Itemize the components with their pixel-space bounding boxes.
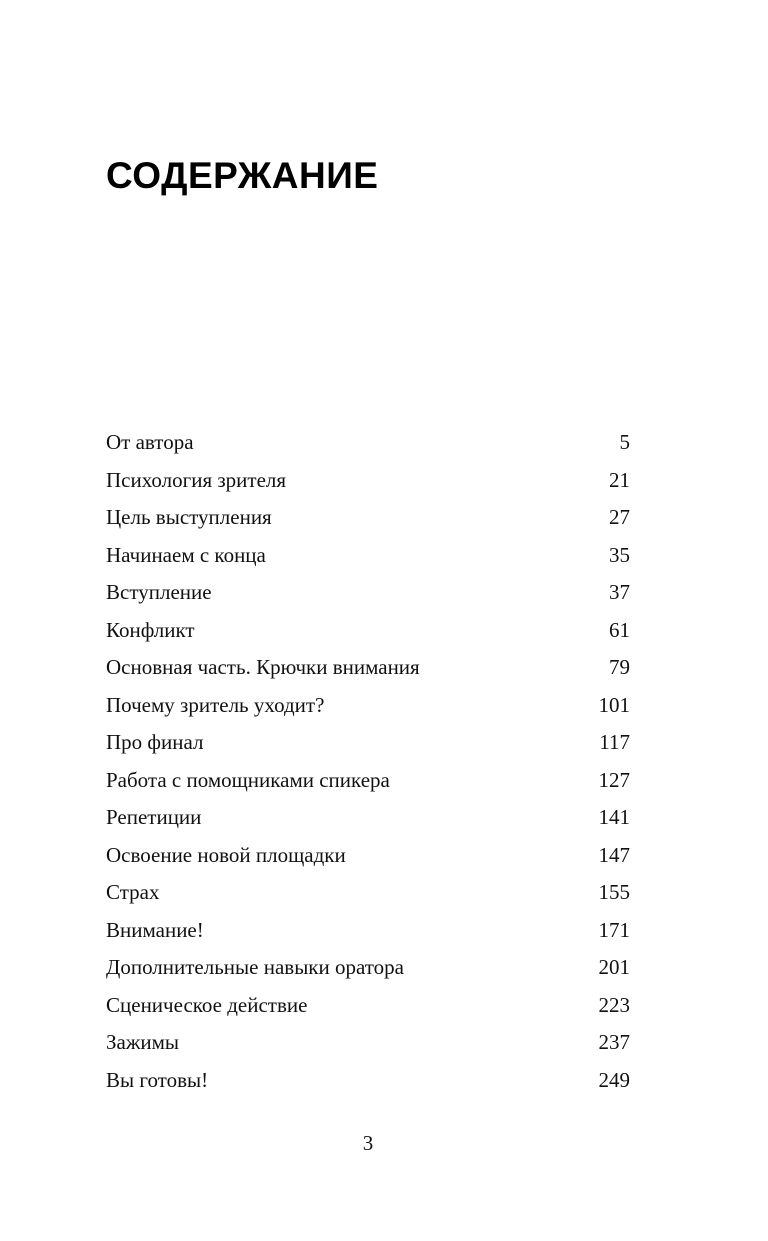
toc-entry-page: 223 <box>598 992 630 1017</box>
toc-entry-page: 27 <box>609 505 630 529</box>
toc-entry-page: 79 <box>609 655 630 679</box>
toc-entry-page: 201 <box>598 955 630 979</box>
toc-entry-page: 147 <box>598 842 630 867</box>
toc-entry-title: От автора <box>106 430 194 454</box>
toc-entry-title: Основная часть. Крючки внимания <box>106 655 420 679</box>
toc-entry[interactable] <box>106 499 630 537</box>
toc-entry-title: Сценическое действие <box>106 992 308 1017</box>
toc-entry-page: 127 <box>598 767 630 792</box>
toc-entry[interactable] <box>106 574 630 612</box>
toc-entry-page: 21 <box>609 467 630 492</box>
toc-entry[interactable] <box>106 724 630 762</box>
toc-entry[interactable] <box>106 612 630 650</box>
toc-entry[interactable] <box>106 949 630 987</box>
toc-entry[interactable] <box>106 649 630 687</box>
toc-entry[interactable] <box>106 987 630 1025</box>
toc-entry-title: Репетиции <box>106 805 202 829</box>
toc-entry-page: 61 <box>609 617 630 642</box>
toc-entry-page: 35 <box>609 542 630 567</box>
toc-entry-title: Освоение новой площадки <box>106 842 346 867</box>
toc-entry[interactable] <box>106 874 630 912</box>
page-title: СОДЕРЖАНИЕ <box>106 155 379 196</box>
toc-entry-title: Почему зритель уходит? <box>106 692 325 717</box>
toc-entry[interactable] <box>106 687 630 725</box>
toc-entry-title: Вы готовы! <box>106 1067 209 1092</box>
toc-entry[interactable] <box>106 424 630 462</box>
toc-entry-title: Зажимы <box>106 1030 179 1054</box>
toc-entry-title: Про финал <box>106 730 204 754</box>
toc-entry[interactable] <box>106 462 630 500</box>
toc-entry-title: Страх <box>106 880 160 904</box>
toc-entry[interactable] <box>106 799 630 837</box>
toc-entry-title: Внимание! <box>106 917 204 942</box>
toc-entry-title: Дополнительные навыки оратора <box>106 955 404 979</box>
toc-entry-title: Вступление <box>106 580 212 604</box>
table-of-contents <box>106 424 630 1099</box>
toc-entry-page: 171 <box>598 917 630 942</box>
toc-entry[interactable] <box>106 1024 630 1062</box>
toc-entry[interactable] <box>106 912 630 950</box>
toc-entry-page: 237 <box>598 1030 630 1054</box>
toc-entry[interactable] <box>106 762 630 800</box>
toc-entry-title: Конфликт <box>106 617 195 642</box>
toc-entry-title: Начинаем с конца <box>106 542 266 567</box>
toc-entry-page: 37 <box>609 580 630 604</box>
toc-entry[interactable] <box>106 1062 630 1100</box>
toc-entry-page: 5 <box>619 430 630 454</box>
toc-entry-page: 141 <box>598 805 630 829</box>
toc-entry-title: Психология зрителя <box>106 467 287 492</box>
toc-entry[interactable] <box>106 537 630 575</box>
toc-entry-page: 155 <box>598 880 630 904</box>
toc-entry-page: 117 <box>599 730 630 754</box>
toc-entry[interactable] <box>106 837 630 875</box>
toc-entry-page: 249 <box>598 1067 630 1092</box>
toc-entry-title: Работа с помощниками спикера <box>106 767 390 792</box>
page-number: 3 <box>362 1131 374 1155</box>
toc-entry-page: 101 <box>598 692 630 717</box>
toc-entry-title: Цель выступления <box>106 505 272 529</box>
